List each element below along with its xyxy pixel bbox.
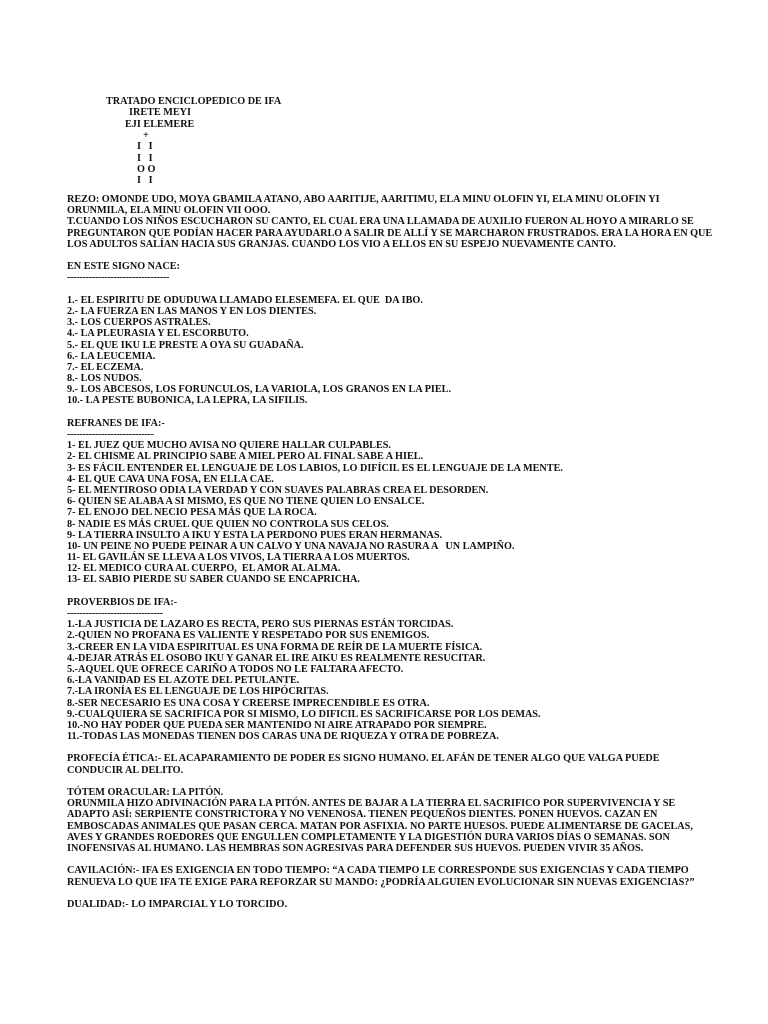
- nace-item: 5.- EL QUE IKU LE PRESTE A OYA SU GUADAÑA.: [67, 339, 304, 351]
- proverbios-section: [67, 597, 715, 742]
- refran-item: 1- EL JUEZ QUE MUCHO AVISA NO QUIERE HALLAR CULPABLES.: [67, 440, 391, 452]
- nace-item: 4.- LA PLEURASIA Y EL ESCORBUTO.: [67, 328, 249, 340]
- totem-section: [67, 787, 715, 854]
- refran-item: 9- LA TIERRA INSULTO A IKU Y ESTA LA PERDONO PUES ERAN HERMANAS.: [67, 529, 443, 541]
- nace-section: [67, 261, 715, 406]
- refran-item: 3- ES FÁCIL ENTENDER EL LENGUAJE DE LOS LABIOS, LO DIFÍCIL ES EL LENGUAJE DE LA MENTE.: [67, 462, 563, 474]
- proverbios-separator: -------------------------------: [67, 608, 163, 620]
- sign-alt-name: EJI ELEMERE: [125, 119, 195, 130]
- document-header: [67, 96, 715, 189]
- rezo-paragraph: REZO: OMONDE UDO, MOYA GBAMILA ATANO, ABO AARITIJE, AARITIMU, ELA MINU OLOFIN YI, ELA MINU OLOFIN YI ORUNMILA, ELA MINU OLOFIN VII OOO.: [67, 194, 660, 217]
- proverbio-item: 6.-LA VANIDAD ES EL AZOTE DEL PETULANTE.: [67, 675, 300, 687]
- proverbio-item: 4.-DEJAR ATRÁS EL OSOBO IKU Y GANAR EL IRE AIKU ES REALMENTE RESUCITAR.: [67, 652, 486, 664]
- rezo-section: [67, 194, 715, 250]
- nace-item: 3.- LOS CUERPOS ASTRALES.: [67, 317, 211, 329]
- sign-name: IRETE MEYI: [129, 107, 191, 118]
- refran-item: 13- EL SABIO PIERDE SU SABER CUANDO SE ENCAPRICHA.: [67, 574, 360, 586]
- nace-item: 7.- EL ECZEMA.: [67, 361, 144, 373]
- nace-item: 2.- LA FUERZA EN LAS MANOS Y EN LOS DIENTES.: [67, 305, 317, 317]
- proverbio-item: 9.-CUALQUIERA SE SACRIFICA POR SI MISMO, LO DIFICIL ES SACRIFICARSE POR LOS DEMAS.: [67, 708, 541, 720]
- odu-row-3: O O: [137, 164, 156, 175]
- rezo-story-paragraph: T.CUANDO LOS NIÑOS ESCUCHARON SU CANTO, EL CUAL ERA UNA LLAMADA DE AUXILIO FUERON AL HOYO A MIRARLO SE PREGUNTARON QUE PODÍAN HACER PARA AYUDARLO A SALIR DE ALLÍ Y SE MARCHARON FRUSTRADOS. ERA LA HORA EN QUE LOS ADULTOS SALÍAN HACIA SUS GRANJAS. CUANDO LOS VIO A ELLOS EN SU ESPEJO NUEVAMENTE CANTO.: [67, 216, 713, 250]
- nace-item: 8.- LOS NUDOS.: [67, 373, 142, 385]
- odu-row-4: I I: [137, 175, 153, 186]
- proverbio-item: 2.-QUIEN NO PROFANA ES VALIENTE Y RESPETADO POR SUS ENEMIGOS.: [67, 630, 430, 642]
- nace-item: 1.- EL ESPIRITU DE ODUDUWA LLAMADO ELESEMEFA. EL QUE DA IBO.: [67, 294, 423, 306]
- refran-item: 10- UN PEINE NO PUEDE PEINAR A UN CALVO Y UNA NAVAJA NO RASURA A UN LAMPIÑO.: [67, 540, 515, 552]
- nace-item: 6.- LA LEUCEMIA.: [67, 350, 156, 362]
- proverbio-item: 8.-SER NECESARIO ES UNA COSA Y CREERSE IMPRECENDIBLE ES OTRA.: [67, 697, 430, 709]
- nace-item: 10.- LA PESTE BUBONICA, LA LEPRA, LA SIFILIS.: [67, 395, 308, 407]
- document-title: TRATADO ENCICLOPEDICO DE IFA: [106, 96, 282, 107]
- proverbio-item: 10.-NO HAY PODER QUE PUEDA SER MANTENIDO NI AIRE ATRAPADO POR SIEMPRE.: [67, 719, 487, 731]
- refran-item: 8- NADIE ES MÁS CRUEL QUE QUIEN NO CONTROLA SUS CELOS.: [67, 518, 389, 530]
- proverbio-item: 7.-LA IRONÍA ES EL LENGUAJE DE LOS HIPÓCRITAS.: [67, 686, 329, 698]
- nace-item: 9.- LOS ABCESOS, LOS FORUNCULOS, LA VARIOLA, LOS GRANOS EN LA PIEL.: [67, 384, 452, 396]
- proverbio-item: 3.-CREER EN LA VIDA ESPIRITUAL ES UNA FORMA DE REÍR DE LA MUERTE FÍSICA.: [67, 641, 483, 653]
- odu-row-1: I I: [137, 141, 153, 152]
- nace-heading: EN ESTE SIGNO NACE:: [67, 261, 180, 273]
- totem-paragraph: ORUNMILA HIZO ADIVINACIÓN PARA LA PITÓN. ANTES DE BAJAR A LA TIERRA EL SACRIFICO POR SUPERVIVENCIA Y SE ADAPTO ASÍ: SERPIENTE CONSTRICTORA Y NO VENENOSA. TIENEN PEQUEÑOS DIENTES. PONEN HUEVOS. CAZAN EN EMBOSCADAS ANIMALES QUE PASAN CERCA. MATAN POR ASFIXIA. NO PARTE HUESOS. PUEDE ALIMENTARSE DE GACELAS, AVES Y GRANDES ROEDORES QUE ENGULLEN COMPLETAMENTE Y LA DIGESTIÓN DURA VARIOS DÍAS O SEMANAS. SON INOFENSIVAS AL HUMANO. LAS HEMBRAS SON AGRESIVAS PARA DEFENDER SUS HUEVOS. PUEDEN VIVIR 35 AÑOS.: [67, 798, 693, 855]
- refran-item: 4- EL QUE CAVA UNA FOSA, EN ELLA CAE.: [67, 473, 274, 485]
- odu-row-2: I I: [137, 153, 153, 164]
- refran-item: 12- EL MEDICO CURA AL CUERPO, EL AMOR AL ALMA.: [67, 563, 341, 575]
- totem-heading: TÓTEM ORACULAR: LA PITÓN.: [67, 787, 224, 799]
- refran-item: 11- EL GAVILÁN SE LLEVA A LOS VIVOS, LA TIERRA A LOS MUERTOS.: [67, 552, 410, 564]
- refran-item: 6- QUIEN SE ALABA A SI MISMO, ES QUE NO TIENE QUIEN LO ENSALCE.: [67, 496, 425, 508]
- refran-item: 5- EL MENTIROSO ODIA LA VERDAD Y CON SUAVES PALABRAS CREA EL DESORDEN.: [67, 484, 489, 496]
- proverbio-item: 5.-AQUEL QUE OFRECE CARIÑO A TODOS NO LE FALTARA AFECTO.: [67, 663, 404, 675]
- dualidad-line: DUALIDAD:- LO IMPARCIAL Y LO TORCIDO.: [67, 899, 287, 911]
- refranes-separator: ----------------------------: [67, 429, 154, 441]
- profecia-paragraph: PROFECÍA ÉTICA:- EL ACAPARAMIENTO DE PODER ES SIGNO HUMANO. EL AFÁN DE TENER ALGO QUE VALGA PUEDE CONDUCIR AL DELITO.: [67, 753, 660, 776]
- proverbios-heading: PROVERBIOS DE IFA:-: [67, 596, 178, 608]
- refranes-heading: REFRANES DE IFA:-: [67, 417, 165, 429]
- refran-item: 2- EL CHISME AL PRINCIPIO SABE A MIEL PERO AL FINAL SABE A HIEL.: [67, 451, 424, 463]
- odu-plus-mark: +: [143, 130, 149, 141]
- proverbio-item: 11.-TODAS LAS MONEDAS TIENEN DOS CARAS UNA DE RIQUEZA Y OTRA DE POBREZA.: [67, 731, 499, 743]
- document-page: [67, 96, 715, 910]
- nace-separator: ---------------------------------: [67, 272, 170, 284]
- refran-item: 7- EL ENOJO DEL NECIO PESA MÁS QUE LA ROCA.: [67, 507, 317, 519]
- cavilacion-paragraph: CAVILACIÓN:- IFA ES EXIGENCIA EN TODO TIEMPO: “A CADA TIEMPO LE CORRESPONDE SUS EXIGENCIAS Y CADA TIEMPO RENUEVA LO QUE IFA TE EXIGE PARA REFORZAR SU MANDO: ¿PODRÍA ALGUIEN EVOLUCIONAR SIN NUEVAS EXIGENCIAS?”: [67, 865, 695, 888]
- refranes-section: [67, 418, 715, 586]
- proverbio-item: 1.-LA JUSTICIA DE LAZARO ES RECTA, PERO SUS PIERNAS ESTÁN TORCIDAS.: [67, 619, 454, 631]
